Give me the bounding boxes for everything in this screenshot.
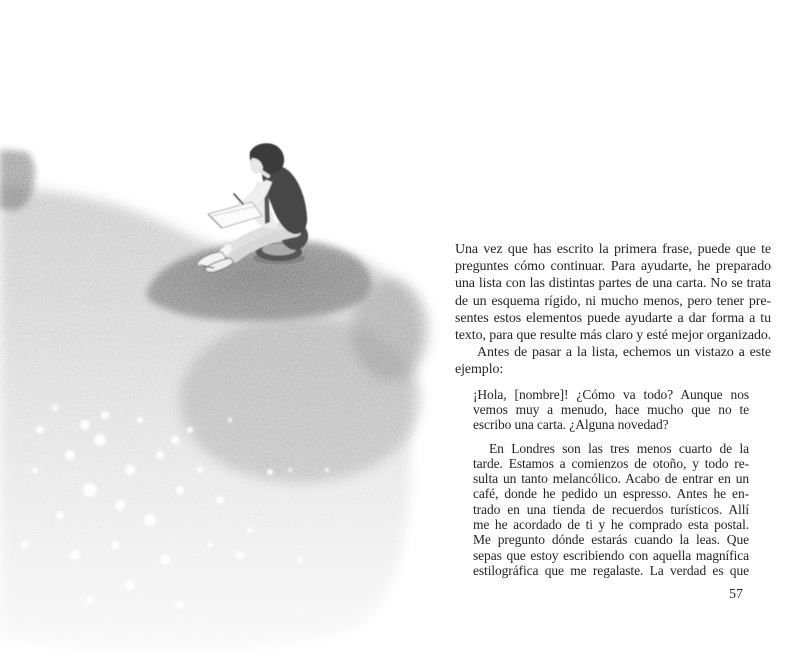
text-line: escribo una carta. ¿Alguna novedad?: [473, 417, 669, 433]
ground-texture: [0, 150, 428, 650]
text-line: tarde. Estamos a comienzos de otoño, y todo re-: [473, 455, 749, 471]
paragraph-lead-in: [455, 344, 771, 378]
paragraph-intro: [455, 241, 771, 344]
text-line: Una vez que has escrito la primera frase, puede que te: [455, 242, 771, 257]
text-line: café, donde he pedido un espresso. Antes he en-: [473, 486, 749, 502]
text-line: ejemplo:: [455, 362, 504, 378]
page-number: 57: [729, 587, 743, 603]
text-line: me he acordado de ti y he comprado esta postal.: [473, 517, 749, 532]
letter-example-body: [473, 441, 749, 579]
letter-example-greeting: [473, 387, 749, 433]
text-line: una lista con las distintas partes de una carta. No se trata: [455, 276, 771, 292]
text-line: texto, para que resulte más claro y esté mejor organizado.: [455, 328, 772, 344]
text-line: En Londres son las tres menos cuarto de la: [489, 440, 749, 456]
text-line: estilográfica que me regalaste. La verdad es que: [473, 562, 749, 578]
text-line: Antes de pasar a la lista, echemos un vistazo a este: [477, 345, 771, 361]
text-line: trado en una tienda de recuerdos turísticos. Allí: [473, 501, 749, 517]
text-column: [455, 241, 771, 603]
text-line: sulta un tanto melancólico. Acabo de entrar en un: [473, 471, 749, 487]
text-line: sentes estos elementos puede ayudarte a dar forma a tu: [455, 310, 771, 326]
text-line: ¡Hola, [nombre]! ¿Cómo va todo? Aunque nos: [473, 386, 749, 402]
text-line: Me pregunto dónde estarás cuando la leas. Que: [473, 532, 749, 548]
text-line: de un esquema rígido, ni mucho menos, pero tener pre-: [455, 293, 771, 309]
text-line: vemos muy a menudo, hace mucho que no te: [473, 401, 749, 417]
text-line: preguntes cómo continuar. Para ayudarte, he preparado: [455, 259, 771, 275]
text-line: sepas que estoy escribiendo con aquella magnífica: [473, 547, 749, 563]
